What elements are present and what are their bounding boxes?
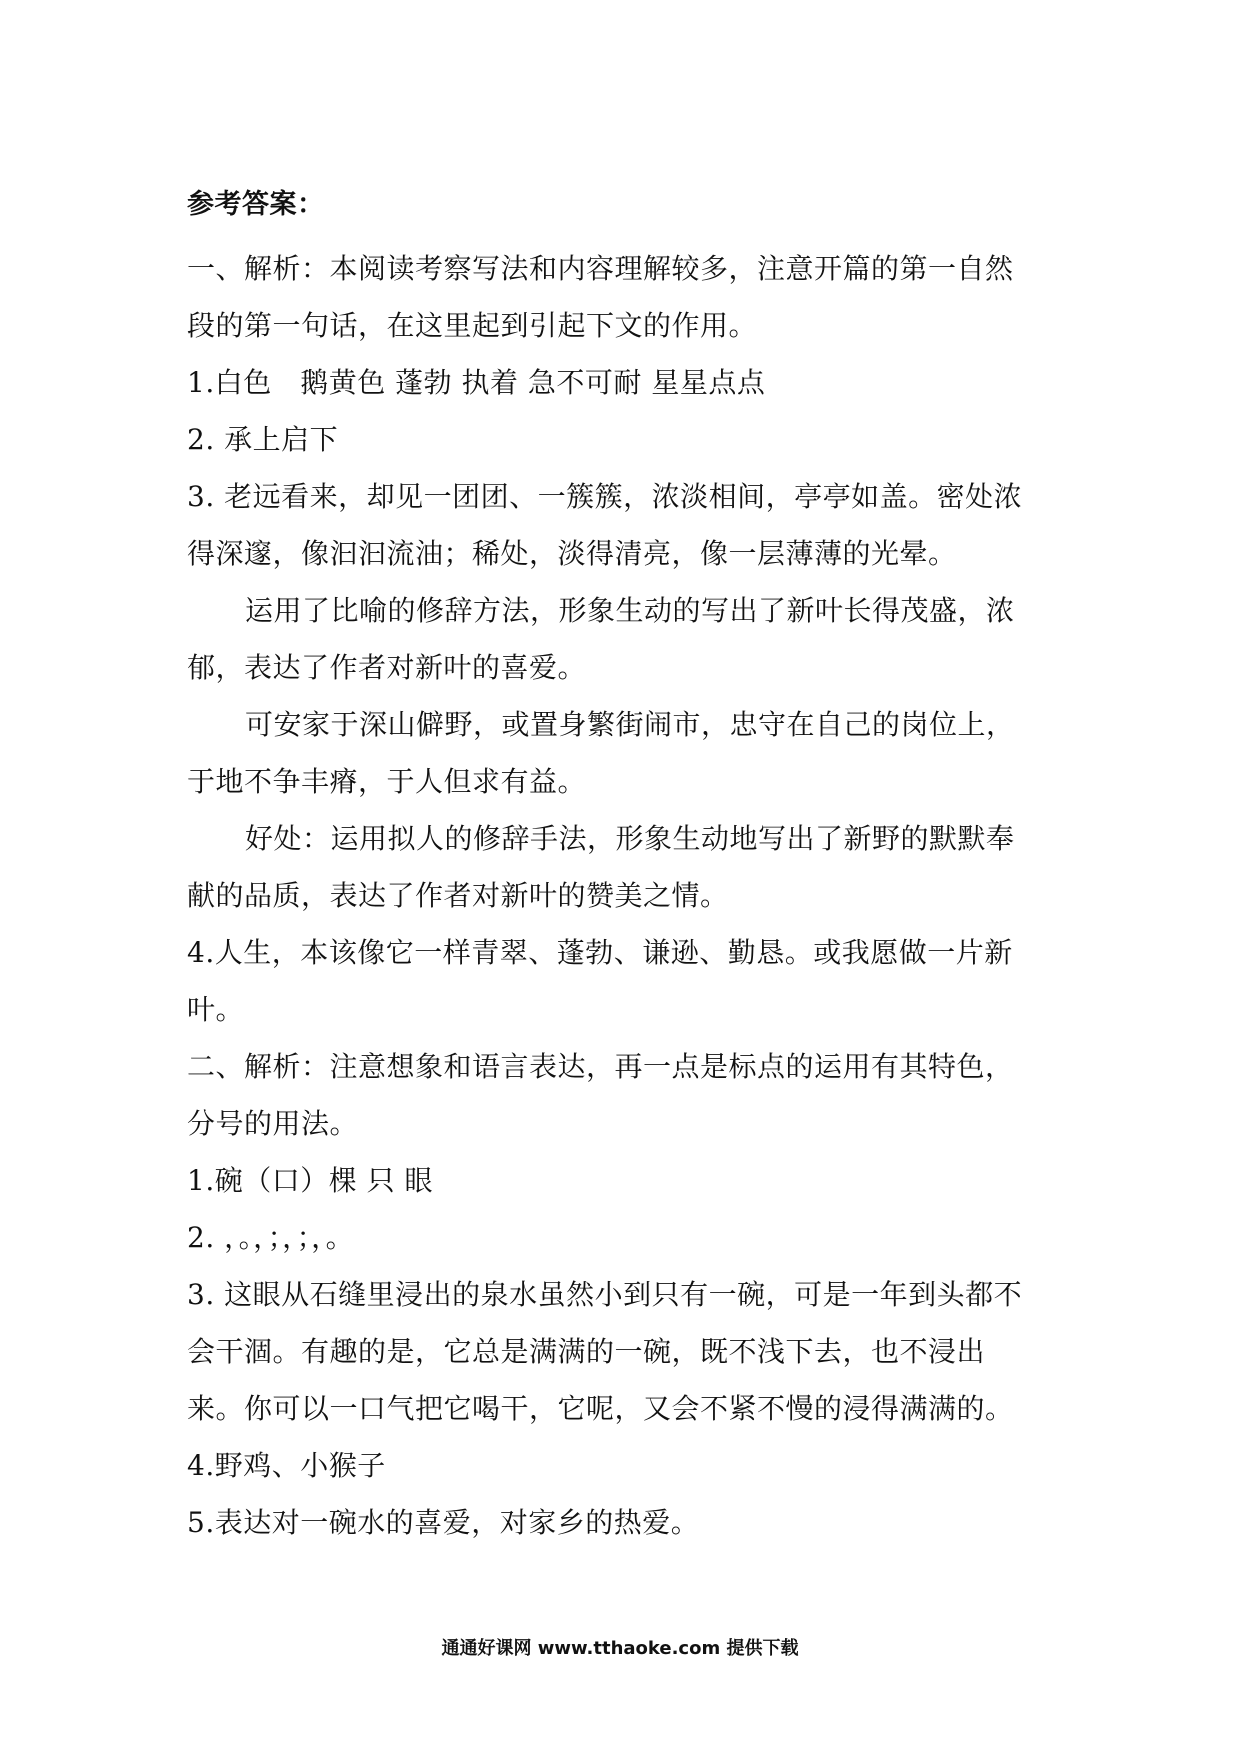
section-2-answer-3-line-1: 3. 这眼从石缝里浸出的泉水虽然小到只有一碗，可是一年到头都不 — [187, 1278, 1023, 1311]
section-1-answer-1: 1.白色 鹅黄色 蓬勃 执着 急不可耐 星星点点 — [187, 366, 766, 399]
section-2-answer-2: 2. ，。，；，；，。 — [187, 1221, 355, 1254]
section-1-answer-3-line-6: 于地不争丰瘠，于人但求有益。 — [187, 765, 587, 798]
section-1-answer-2: 2. 承上启下 — [187, 423, 339, 456]
section-2-analysis-line-1: 二、解析：注意想象和语言表达，再一点是标点的运用有其特色， — [187, 1050, 1014, 1083]
section-1-answer-4-line-2: 叶。 — [187, 993, 245, 1026]
section-2-answer-4: 4.野鸡、小猴子 — [187, 1449, 386, 1482]
answer-title: 参考答案： — [187, 189, 325, 220]
section-2-answer-5: 5.表达对一碗水的喜爱，对家乡的热爱。 — [187, 1506, 700, 1539]
section-2-answer-3-line-3: 来。你可以一口气把它喝干，它呢，又会不紧不慢的浸得满满的。 — [187, 1392, 1014, 1425]
section-1-answer-4-line-1: 4.人生，本该像它一样青翠、蓬勃、谦逊、勤恳。或我愿做一片新 — [187, 936, 1013, 969]
download-source-footer: 通通好课网 www.tthaoke.com 提供下载 — [441, 1638, 799, 1659]
section-1-answer-3-line-8: 献的品质，表达了作者对新叶的赞美之情。 — [187, 879, 729, 912]
section-1-answer-3-line-5: 可安家于深山僻野，或置身繁街闹市，忠守在自己的岗位上， — [245, 708, 1015, 741]
section-1-answer-3-line-7: 好处：运用拟人的修辞手法，形象生动地写出了新野的默默奉 — [245, 822, 1015, 855]
section-1-answer-3-line-4: 郁，表达了作者对新叶的喜爱。 — [187, 651, 587, 684]
section-1-answer-3-line-1: 3. 老远看来，却见一团团、一簇簇，浓淡相间，亭亭如盖。密处浓 — [187, 480, 1023, 513]
section-2-answer-3-line-2: 会干涸。有趣的是，它总是满满的一碗，既不浅下去，也不浸出 — [187, 1335, 986, 1368]
answer-content — [187, 180, 1067, 1551]
section-1-analysis-line-2: 段的第一句话，在这里起到引起下文的作用。 — [187, 309, 758, 342]
section-2-answer-1: 1.碗（口）棵 只 眼 — [187, 1164, 434, 1197]
section-1-analysis-line-1: 一、解析：本阅读考察写法和内容理解较多，注意开篇的第一自然 — [187, 252, 1014, 285]
section-1-answer-3-line-3: 运用了比喻的修辞方法，形象生动的写出了新叶长得茂盛，浓 — [245, 594, 1015, 627]
section-2-analysis-line-2: 分号的用法。 — [187, 1107, 359, 1140]
section-1-answer-3-line-2: 得深邃，像汩汩流油；稀处，淡得清亮，像一层薄薄的光晕。 — [187, 537, 957, 570]
